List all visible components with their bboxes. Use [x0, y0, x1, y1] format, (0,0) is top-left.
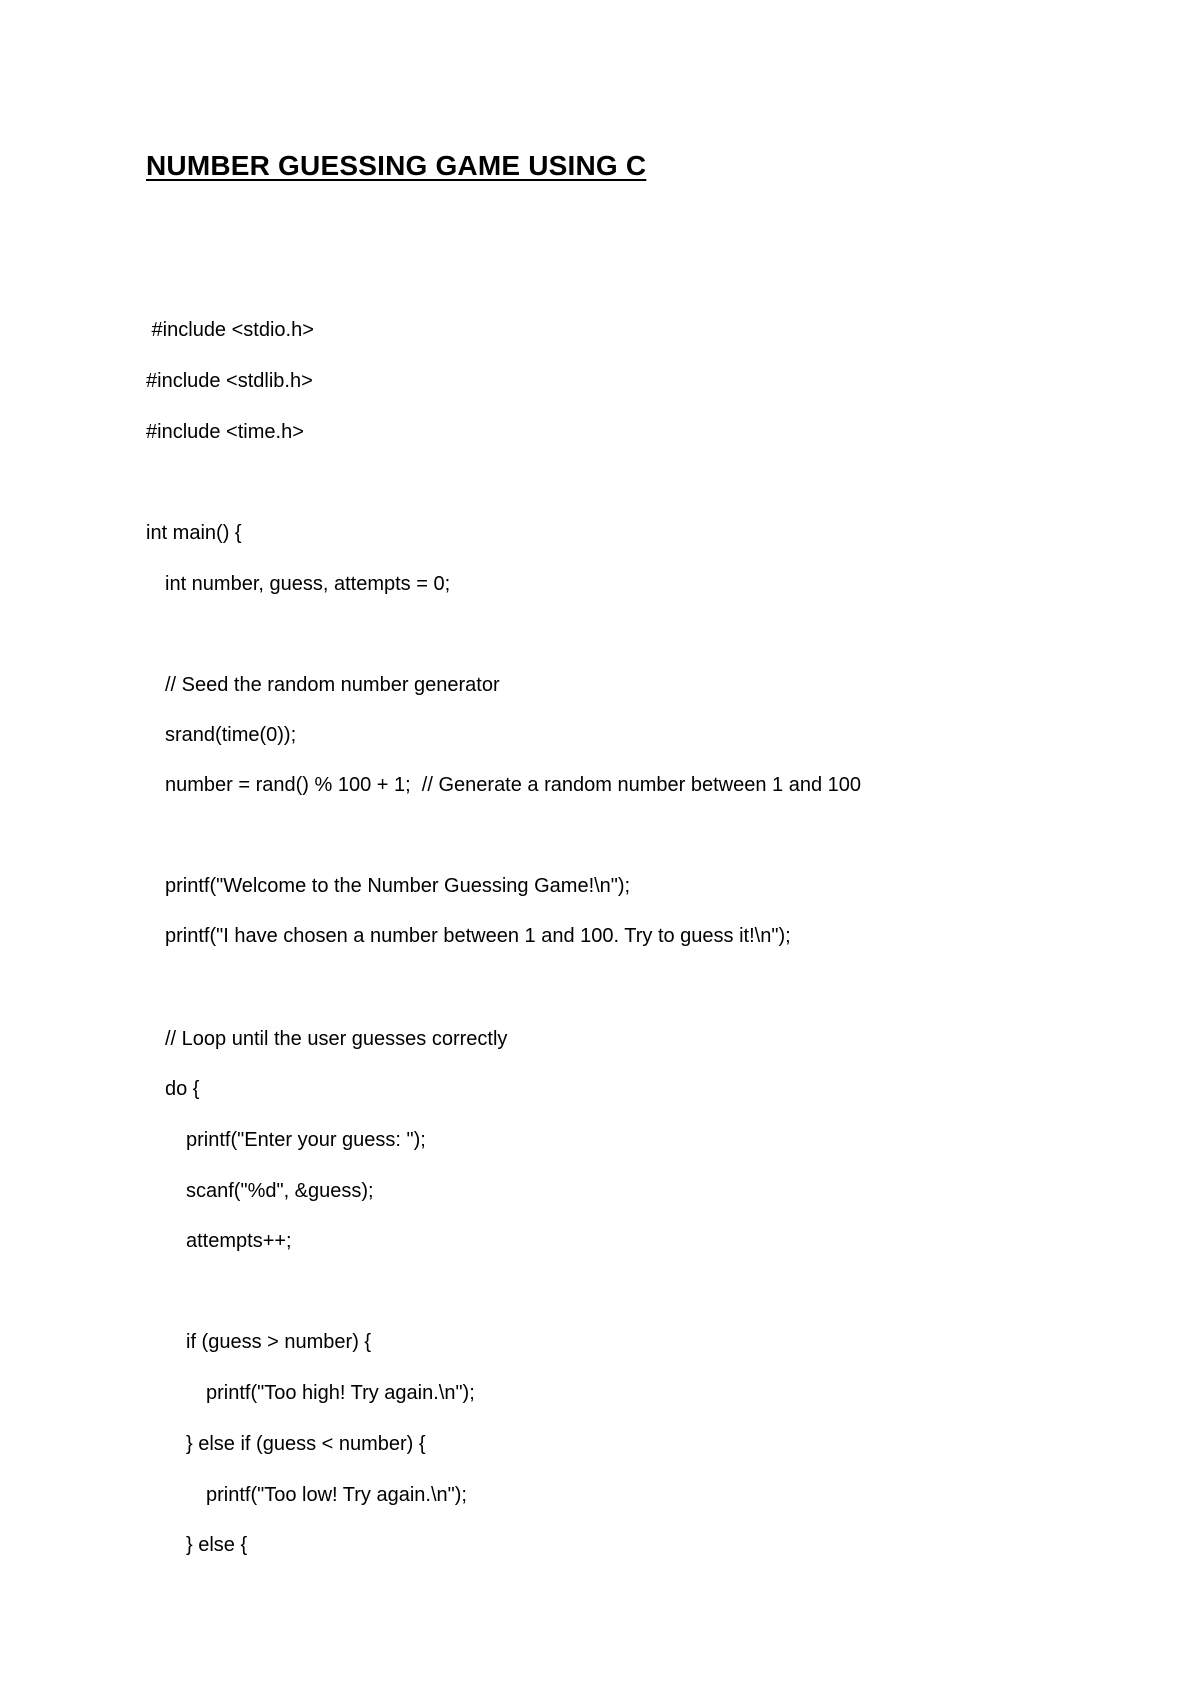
- code-line-random-number: number = rand() % 100 + 1; // Generate a random number between 1 and 100: [165, 774, 861, 796]
- code-line-scanf: scanf("%d", &guess);: [186, 1180, 374, 1202]
- code-line-variable-declarations: int number, guess, attempts = 0;: [165, 573, 451, 595]
- code-line-seed-comment: // Seed the random number generator: [165, 674, 500, 696]
- code-line-too-low-printf: printf("Too low! Try again.\n");: [206, 1484, 467, 1506]
- code-line-enter-guess-printf: printf("Enter your guess: ");: [186, 1129, 426, 1151]
- code-line-main-signature: int main() {: [146, 522, 242, 544]
- code-line-too-high-printf: printf("Too high! Try again.\n");: [206, 1382, 475, 1404]
- code-line-else-open: } else {: [186, 1534, 248, 1556]
- code-line-do-open: do {: [165, 1078, 200, 1100]
- code-line-chosen-printf: printf("I have chosen a number between 1 and 100. Try to guess it!\n");: [165, 925, 791, 947]
- code-line-attempts-increment: attempts++;: [186, 1230, 292, 1252]
- code-line-welcome-printf: printf("Welcome to the Number Guessing Game!\n");: [165, 875, 631, 897]
- code-line-srand: srand(time(0));: [165, 724, 297, 746]
- code-line-if-too-high: if (guess > number) {: [186, 1331, 372, 1353]
- code-line-include-stdlib: #include <stdlib.h>: [146, 370, 313, 392]
- code-line-loop-comment: // Loop until the user guesses correctly: [165, 1028, 508, 1050]
- code-line-include-stdio: #include <stdio.h>: [146, 319, 314, 341]
- document-title: NUMBER GUESSING GAME USING C: [146, 150, 647, 181]
- code-line-else-if-too-low: } else if (guess < number) {: [186, 1433, 426, 1455]
- code-line-include-time: #include <time.h>: [146, 421, 304, 443]
